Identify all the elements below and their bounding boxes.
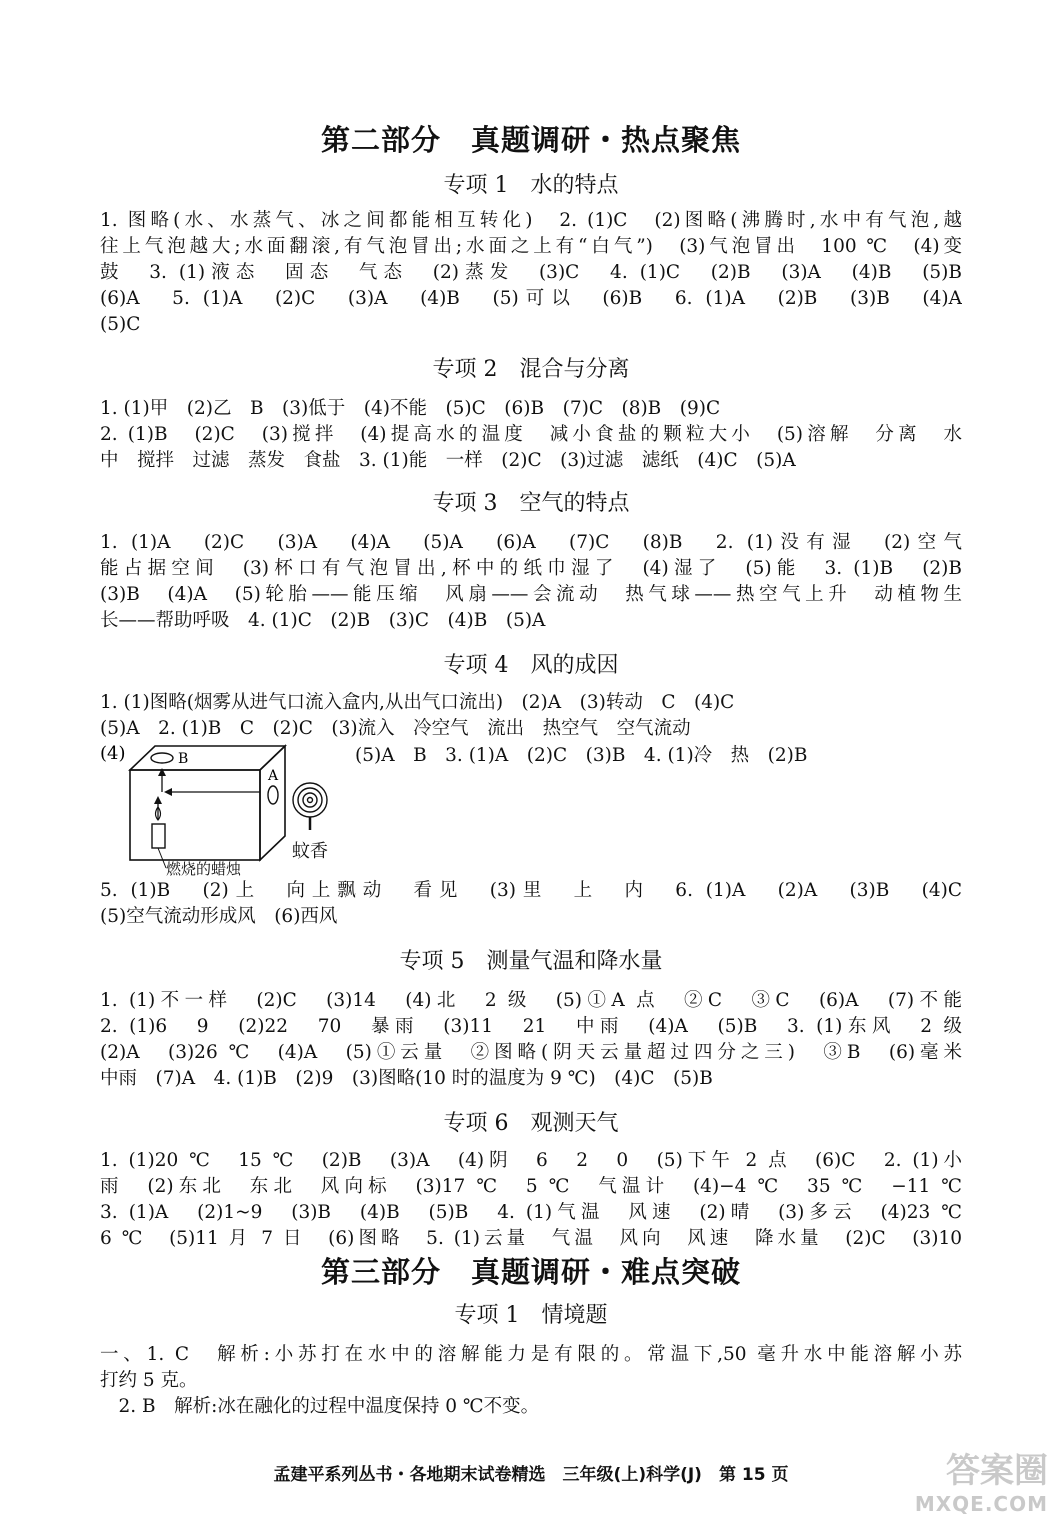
s4-line: (5)空气流动形成风 (6)西风 — [100, 906, 338, 927]
s5-line: 2. (1)6 9 (2)22 70 暴雨 (3)11 21 中雨 (4)A (5)B 3. (1)东风 2 级 — [100, 1016, 962, 1037]
s3-line: 能占据空间 (3)杯口有气泡冒出,杯中的纸巾湿了 (4)湿了 (5)能 3. (1)B (2)B — [100, 558, 962, 579]
arrow-rise-head — [154, 796, 162, 804]
s4-title: 专项 4 风的成因 — [443, 653, 619, 678]
hole-b — [151, 753, 173, 763]
s2-body — [100, 396, 962, 474]
label-candle: 燃烧的蜡烛 — [166, 860, 242, 878]
s5-title: 专项 5 测量气温和降水量 — [399, 949, 663, 974]
s3-line: 长——帮助呼吸 4. (1)C (2)B (3)C (4)B (5)A — [100, 610, 546, 631]
s2-line: 2. (1)B (2)C (3)搅拌 (4)提高水的温度 减小食盐的颗粒大小 (5)溶解 分离 水 — [100, 424, 962, 445]
part2-title: 第二部分 真题调研・热点聚焦 — [320, 123, 741, 157]
candle-pointer — [158, 848, 166, 868]
diagram-prefix: (4) — [100, 743, 126, 764]
s5-line: 1. (1)不一样 (2)C (3)14 (4)北 2 级 (5)①A 点 ②C ③C (6)A (7)不能 — [100, 990, 962, 1011]
s4-body — [100, 690, 962, 742]
s4-diagram-right-text: (5)A B 3. (1)A (2)C (3)B 4. (1)冷 热 (2)B — [355, 745, 808, 766]
watermark-bottom: MXQE.COM — [914, 1492, 1048, 1516]
s4-line: 1. (1)图略(烟雾从进气口流入盒内,从出气口流出) (2)A (3)转动 C (4)C — [100, 692, 735, 713]
s2-line: 1. (1)甲 (2)乙 B (3)低于 (4)不能 (5)C (6)B (7)C (8)B (9)C — [100, 398, 721, 419]
s3-body — [100, 530, 962, 634]
s4-body-after — [100, 878, 962, 930]
watermark-top: 答案圈 — [946, 1451, 1048, 1491]
s4-line: 5. (1)B (2)上 向上飘动 看见 (3)里 上 内 6. (1)A (2)A (3)B (4)C — [100, 880, 962, 901]
s4-line: (5)A 2. (1)B C (2)C (3)流入 冷空气 流出 热空气 空气流动 — [100, 718, 691, 739]
s5-line: (2)A (3)26 ℃ (4)A (5)①云量 ②图略(阴天云量超过四分之三) ③B (6)毫米 — [100, 1042, 962, 1063]
hole-a — [268, 786, 278, 804]
page-footer: 孟建平系列丛书・各地期末试卷精选 三年级(上)科学(J) 第 15 页 — [273, 1465, 789, 1485]
watermark — [915, 1443, 1048, 1516]
t1-line: 2. B 解析:冰在融化的过程中温度保持 0 ℃不变。 — [100, 1396, 540, 1417]
s6-line: 1. (1)20 ℃ 15 ℃ (2)B (3)A (4)阴 6 2 0 (5)下午 2 点 (6)C 2. (1)小 — [100, 1150, 962, 1171]
s1-line: 往上气泡越大;水面翻滚,有气泡冒出;水面之上有“白气”) (3)气泡冒出 100 ℃ (4)变 — [100, 236, 962, 257]
arrow-left-head — [164, 788, 172, 796]
s6-title: 专项 6 观测天气 — [443, 1111, 619, 1136]
s3-line: (3)B (4)A (5)轮胎——能压缩 风扇——会流动 热气球——热空气上升 动植物生 — [100, 584, 962, 605]
box-top-face — [130, 746, 285, 770]
s6-line: 3. (1)A (2)1~9 (3)B (4)B (5)B 4. (1)气温 风速 (2)晴 (3)多云 (4)23 ℃ — [100, 1202, 962, 1223]
t1-body — [100, 1342, 962, 1420]
candle-body — [152, 824, 165, 848]
s1-line: (6)A 5. (1)A (2)C (3)A (4)B (5)可以 (6)B 6. (1)A (2)B (3)B (4)A — [100, 288, 962, 309]
box-side-face — [260, 746, 285, 860]
s2-line: 中 搅拌 过滤 蒸发 食盐 3. (1)能 一样 (2)C (3)过滤 滤纸 (4)C (5)A — [100, 450, 796, 471]
s1-title: 专项 1 水的特点 — [443, 173, 619, 198]
s3-title: 专项 3 空气的特点 — [432, 491, 630, 516]
s6-line: 雨 (2)东北 东北 风向标 (3)17 ℃ 5 ℃ 气温计 (4)−4 ℃ 35 ℃ −11 ℃ — [100, 1176, 962, 1197]
s1-line: 1. 图略(水、水蒸气、冰之间都能相互转化) 2. (1)C (2)图略(沸腾时,水中有气泡,越 — [100, 210, 962, 231]
label-b: B — [178, 751, 189, 767]
s6-body — [100, 1148, 962, 1252]
s6-line: 6 ℃ (5)11 月 7 日 (6)图略 5. (1)云量 气温 风向 风速 降水量 (2)C (3)10 — [100, 1228, 962, 1249]
s3-line: 1. (1)A (2)C (3)A (4)A (5)A (6)A (7)C (8)B 2. (1)没有湿 (2)空气 — [100, 532, 962, 553]
mosquito-coil — [293, 783, 327, 830]
label-a: A — [268, 768, 279, 784]
s1-line: 鼓 3. (1)液态 固态 气态 (2)蒸发 (3)C 4. (1)C (2)B (3)A (4)B (5)B — [100, 262, 962, 283]
part3-title: 第三部分 真题调研・难点突破 — [320, 1255, 741, 1289]
s1-body — [100, 208, 962, 338]
box-front-face — [130, 770, 260, 860]
label-mosquito-coil: 蚊香 — [292, 841, 328, 862]
t1-line: 一、1. C 解析:小苏打在水中的溶解能力是有限的。常温下,50 毫升水中能溶解小苏 — [100, 1344, 962, 1365]
s2-title: 专项 2 混合与分离 — [432, 357, 630, 382]
t1-title: 专项 1 情境题 — [454, 1303, 608, 1328]
s5-line: 中雨 (7)A 4. (1)B (2)9 (3)图略(10 时的温度为 9 ℃) (4)C (5)B — [100, 1068, 713, 1089]
s1-line: (5)C — [100, 314, 141, 335]
s5-body — [100, 988, 962, 1092]
t1-line: 打约 5 克。 — [100, 1370, 198, 1391]
